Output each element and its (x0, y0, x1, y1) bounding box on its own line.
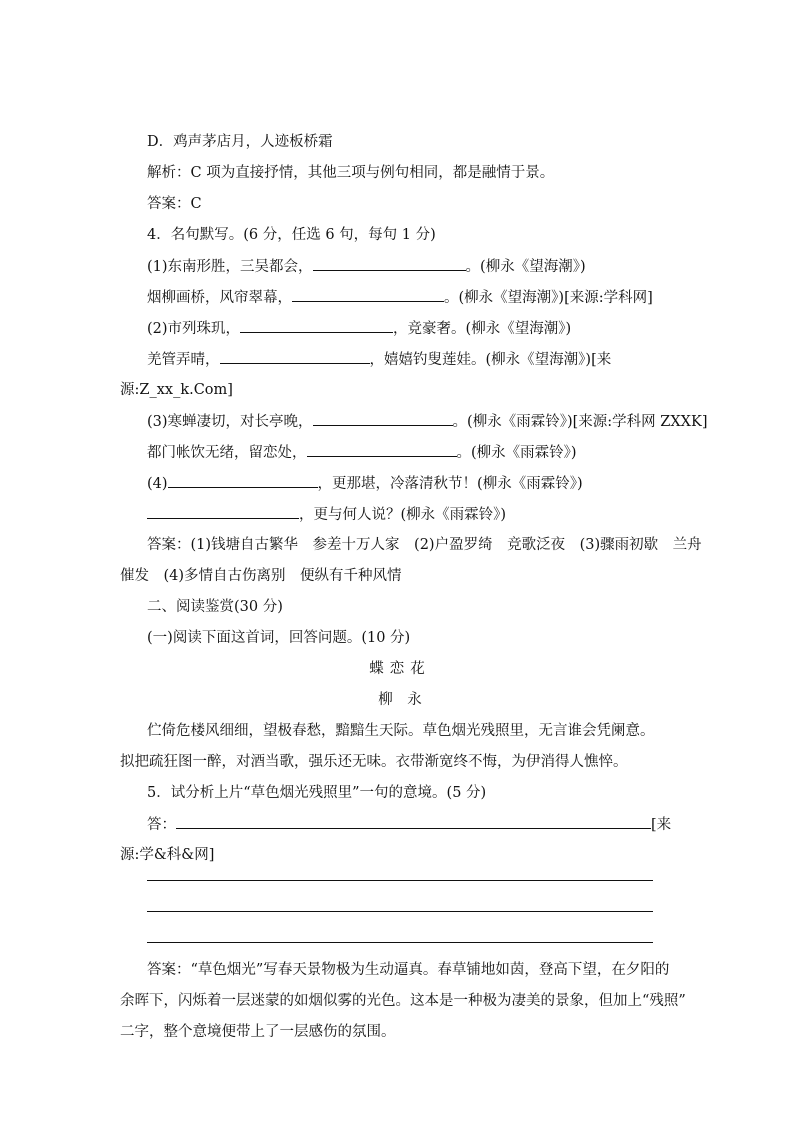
source-note-1 (120, 380, 680, 400)
answer-blank[interactable] (176, 814, 651, 829)
section-2-heading (147, 597, 680, 617)
reading-instruction (147, 628, 680, 648)
text-section-2-heading: 二、阅读鉴赏(30 分) (147, 599, 283, 615)
text-answer-4-line1: 答案：(1)钱塘自古繁华 参差十万人家 (2)户盈罗绮 竞歌泛夜 (3)骤雨初歇 兰舟 (147, 537, 702, 553)
answer-rule-1[interactable] (147, 880, 653, 881)
text-answer-5-line2: 余晖下，闪烁着一层迷蒙的如烟似雾的光色。这本是一种极为凄美的景象，但加上“残照” (120, 993, 686, 1009)
text-dictation-4b-source: ，更与何人说？(柳永《雨霖铃》) (299, 507, 507, 523)
answer-4-line1 (147, 535, 702, 555)
text-analysis: 解析：C 项为直接抒情，其他三项与例句相同，都是融情于景。 (147, 165, 555, 181)
answer-blank[interactable] (292, 287, 444, 302)
text-answer-5-line1: 答案：“草色烟光”写春天景物极为生动逼真。春草铺地如茵，登高下望，在夕阳的 (147, 962, 670, 978)
text-poem-author: 柳 永 (378, 692, 422, 708)
text-dictation-3b-source: 。(柳永《雨霖铃》) (456, 445, 577, 461)
poem-stanza-1 (147, 721, 680, 741)
text-dictation-3a-source: 。(柳永《雨霖铃》)[来源:学科网 ZXXK] (452, 414, 708, 430)
dictation-3b (147, 442, 680, 463)
text-dictation-4a: (4) (147, 476, 168, 492)
text-dictation-1a: (1)东南形胜，三吴都会， (147, 259, 313, 275)
text-dictation-1a-source: 。(柳永《望海潮》) (465, 259, 586, 275)
answer-3 (147, 194, 680, 214)
question-4 (147, 225, 680, 245)
answer-5-line1 (147, 960, 680, 980)
text-dictation-2a: (2)市列珠玑， (147, 321, 241, 337)
text-poem-stanza-2: 拟把疏狂图一醉，对酒当歌，强乐还无味。衣带渐宽终不悔，为伊消得人憔悴。 (120, 754, 628, 770)
dictation-1a (147, 256, 680, 277)
answer-5-line3 (120, 1022, 680, 1042)
dictation-4b (147, 504, 680, 525)
analysis (147, 163, 680, 183)
text-question-4: 4．名句默写。(6 分，任选 6 句，每句 1 分) (147, 227, 436, 243)
answer-blank[interactable] (168, 473, 318, 488)
answer-blank[interactable] (313, 256, 466, 271)
answer-4-line2 (120, 566, 680, 586)
poem-title (120, 659, 680, 679)
question-5 (147, 783, 680, 803)
text-dictation-1b-source: 。(柳永《望海潮》)[来源:学科网] (444, 290, 653, 306)
answer-blank[interactable] (147, 504, 299, 519)
text-answer-4-line2: 催发 (4)多情自古伤离别 便纵有千种风情 (120, 568, 402, 584)
text-option-d: D．鸡声茅店月，人迹板桥霜 (147, 134, 333, 150)
dictation-4a (147, 473, 680, 494)
text-answer-5-prompt: 答： (147, 817, 176, 833)
text-dictation-3b: 都门帐饮无绪，留恋处， (147, 445, 307, 461)
text-answer-5-source: [来 (651, 817, 672, 833)
dictation-1b (147, 287, 680, 308)
text-reading-instruction: (一)阅读下面这首词，回答问题。(10 分) (147, 630, 411, 646)
text-dictation-3a: (3)寒蝉凄切，对长亭晚， (147, 414, 313, 430)
text-answer-5-line3: 二字，整个意境便带上了一层感伤的氛围。 (120, 1024, 396, 1040)
answer-blank[interactable] (313, 411, 453, 426)
text-source-note-1: 源:Z_xx_k.Com] (120, 382, 233, 398)
text-dictation-2a-source: ，竞豪奢。(柳永《望海潮》) (393, 321, 572, 337)
text-dictation-2b: 羌管弄晴， (147, 352, 220, 368)
dictation-2b (147, 349, 680, 370)
answer-5-line2 (120, 991, 686, 1011)
text-dictation-1b: 烟柳画桥，风帘翠幕， (147, 290, 292, 306)
option-d (147, 132, 680, 152)
answer-5-prompt (147, 814, 680, 835)
text-source-note-2: 源:学&科&网] (120, 847, 215, 863)
answer-blank[interactable] (240, 318, 393, 333)
text-dictation-4a-source: ，更那堪，冷落清秋节！(柳永《雨霖铃》) (317, 476, 583, 492)
dictation-2a (147, 318, 680, 339)
text-question-5: 5．试分析上片“草色烟光残照里”一句的意境。(5 分) (147, 785, 487, 801)
answer-blank[interactable] (220, 349, 370, 364)
dictation-3a (147, 411, 708, 432)
answer-blank[interactable] (307, 442, 457, 457)
answer-rule-3[interactable] (147, 942, 653, 943)
text-poem-title: 蝶恋花 (369, 661, 431, 677)
poem-stanza-2 (120, 752, 680, 772)
poem-author (120, 690, 680, 710)
source-note-2 (120, 845, 680, 865)
text-dictation-2b-source: ，嬉嬉钓叟莲娃。(柳永《望海潮》)[来 (369, 352, 612, 368)
answer-rule-2[interactable] (147, 911, 653, 912)
text-poem-stanza-1: 伫倚危楼风细细，望极春愁，黯黯生天际。草色烟光残照里，无言谁会凭阑意。 (147, 723, 655, 739)
text-answer-3: 答案：C (147, 196, 202, 212)
